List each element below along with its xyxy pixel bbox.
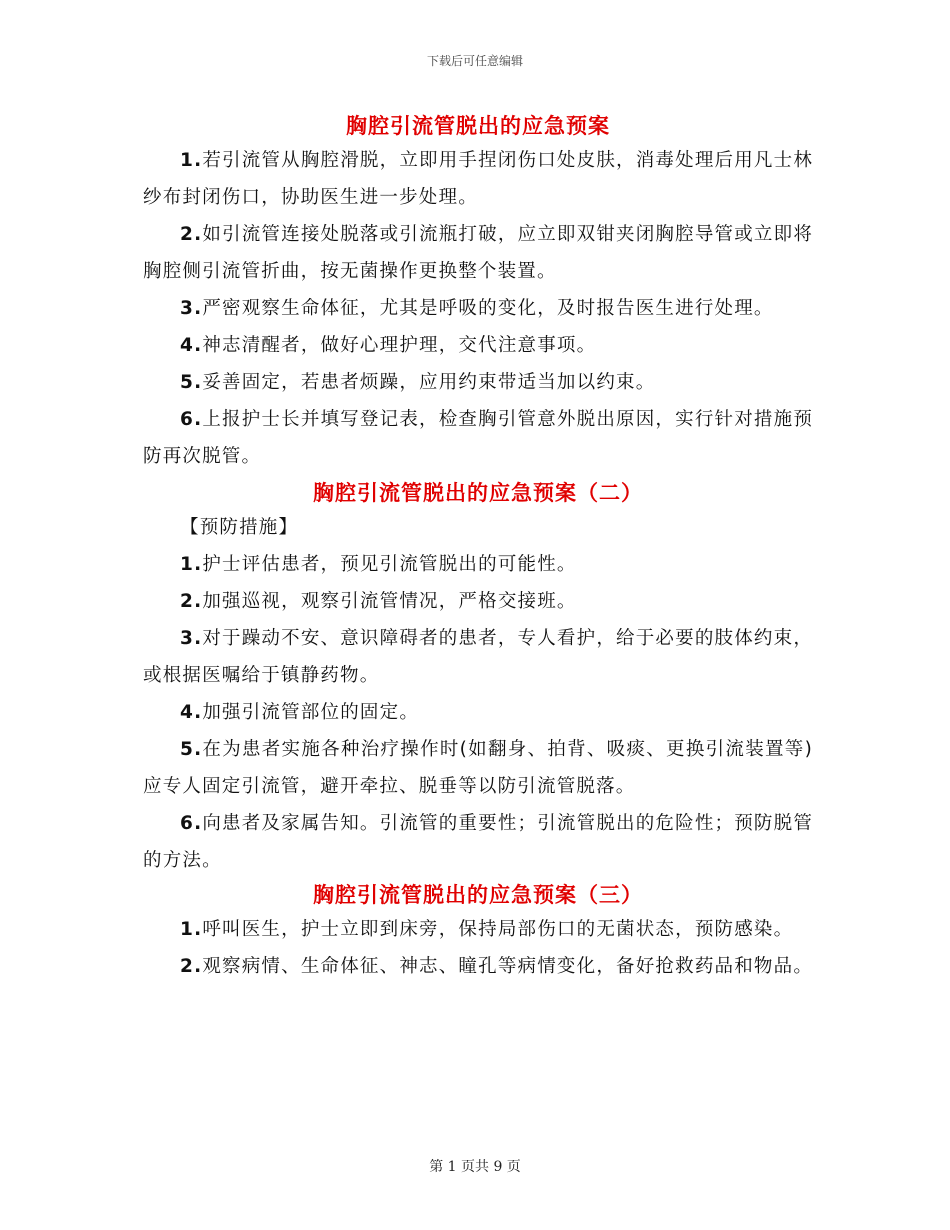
item-text: 如引流管连接处脱落或引流瓶打破，应立即双钳夹闭胸腔导管或立即将胸腔侧引流管折曲，按无菌操作更换整个装置。: [143, 224, 814, 282]
item-text: 对于躁动不安、意识障碍者的患者，专人看护，给于必要的肢体约束，或根据医嘱给于镇静药物。: [143, 628, 814, 686]
item-number: 6.: [180, 409, 203, 430]
document-body: [143, 110, 813, 985]
list-item: [143, 216, 813, 290]
item-number: 1.: [180, 554, 203, 575]
item-text: 向患者及家属告知。引流管的重要性；引流管脱出的危险性；预防脱管的方法。: [143, 813, 814, 871]
item-text: 妥善固定，若患者烦躁，应用约束带适当加以约束。: [202, 372, 656, 393]
list-item: [143, 583, 813, 620]
list-item: [143, 620, 813, 694]
list-item: [143, 546, 813, 583]
item-text: 上报护士长并填写登记表，检查胸引管意外脱出原因，实行针对措施预防再次脱管。: [143, 409, 814, 467]
item-text: 严密观察生命体征，尤其是呼吸的变化，及时报告医生进行处理。: [202, 298, 774, 319]
list-item: [143, 290, 813, 327]
list-item: [143, 948, 813, 985]
list-item: [143, 327, 813, 364]
item-text: 在为患者实施各种治疗操作时(如翻身、拍背、吸痰、更换引流装置等)应专人固定引流管，避开牵拉、脱垂等以防引流管脱落。: [143, 739, 813, 797]
item-number: 2.: [180, 956, 203, 977]
page-number: 第 1 页共 9 页: [429, 1159, 521, 1175]
item-number: 3.: [180, 628, 203, 649]
section-3: [143, 879, 813, 985]
item-number: 5.: [180, 739, 203, 760]
item-text: 神志清醒者，做好心理护理，交代注意事项。: [202, 335, 597, 356]
item-number: 1.: [180, 150, 203, 171]
item-number: 3.: [180, 298, 203, 319]
section-2: [143, 477, 813, 879]
item-text: 呼叫医生，护士立即到床旁，保持局部伤口的无菌状态，预防感染。: [202, 919, 794, 940]
item-text: 加强引流管部位的固定。: [202, 702, 420, 723]
item-text: 加强巡视，观察引流管情况，严格交接班。: [202, 591, 577, 612]
section-1: [143, 110, 813, 475]
list-item: [143, 142, 813, 216]
list-item: [143, 731, 813, 805]
item-number: 4.: [180, 702, 203, 723]
item-number: 6.: [180, 813, 203, 834]
section-title: 胸腔引流管脱出的应急预案: [346, 114, 610, 138]
item-text: 若引流管从胸腔滑脱，立即用手捏闭伤口处皮肤，消毒处理后用凡士林纱布封闭伤口，协助医生进一步处理。: [143, 150, 814, 208]
list-item: [143, 694, 813, 731]
subsection-label: 【预防措施】: [180, 517, 299, 538]
section-title: 胸腔引流管脱出的应急预案（二）: [313, 481, 643, 505]
item-text: 护士评估患者，预见引流管脱出的可能性。: [202, 554, 577, 575]
item-number: 2.: [180, 591, 203, 612]
section-title: 胸腔引流管脱出的应急预案（三）: [313, 883, 643, 907]
list-item: [143, 911, 813, 948]
item-number: 1.: [180, 919, 203, 940]
item-text: 观察病情、生命体征、神志、瞳孔等病情变化，备好抢救药品和物品。: [202, 956, 814, 977]
list-item: [143, 401, 813, 475]
list-item: [143, 364, 813, 401]
item-number: 5.: [180, 372, 203, 393]
item-number: 2.: [180, 224, 203, 245]
header-note: 下载后可任意编辑: [426, 54, 523, 68]
list-item: [143, 805, 813, 879]
item-number: 4.: [180, 335, 203, 356]
